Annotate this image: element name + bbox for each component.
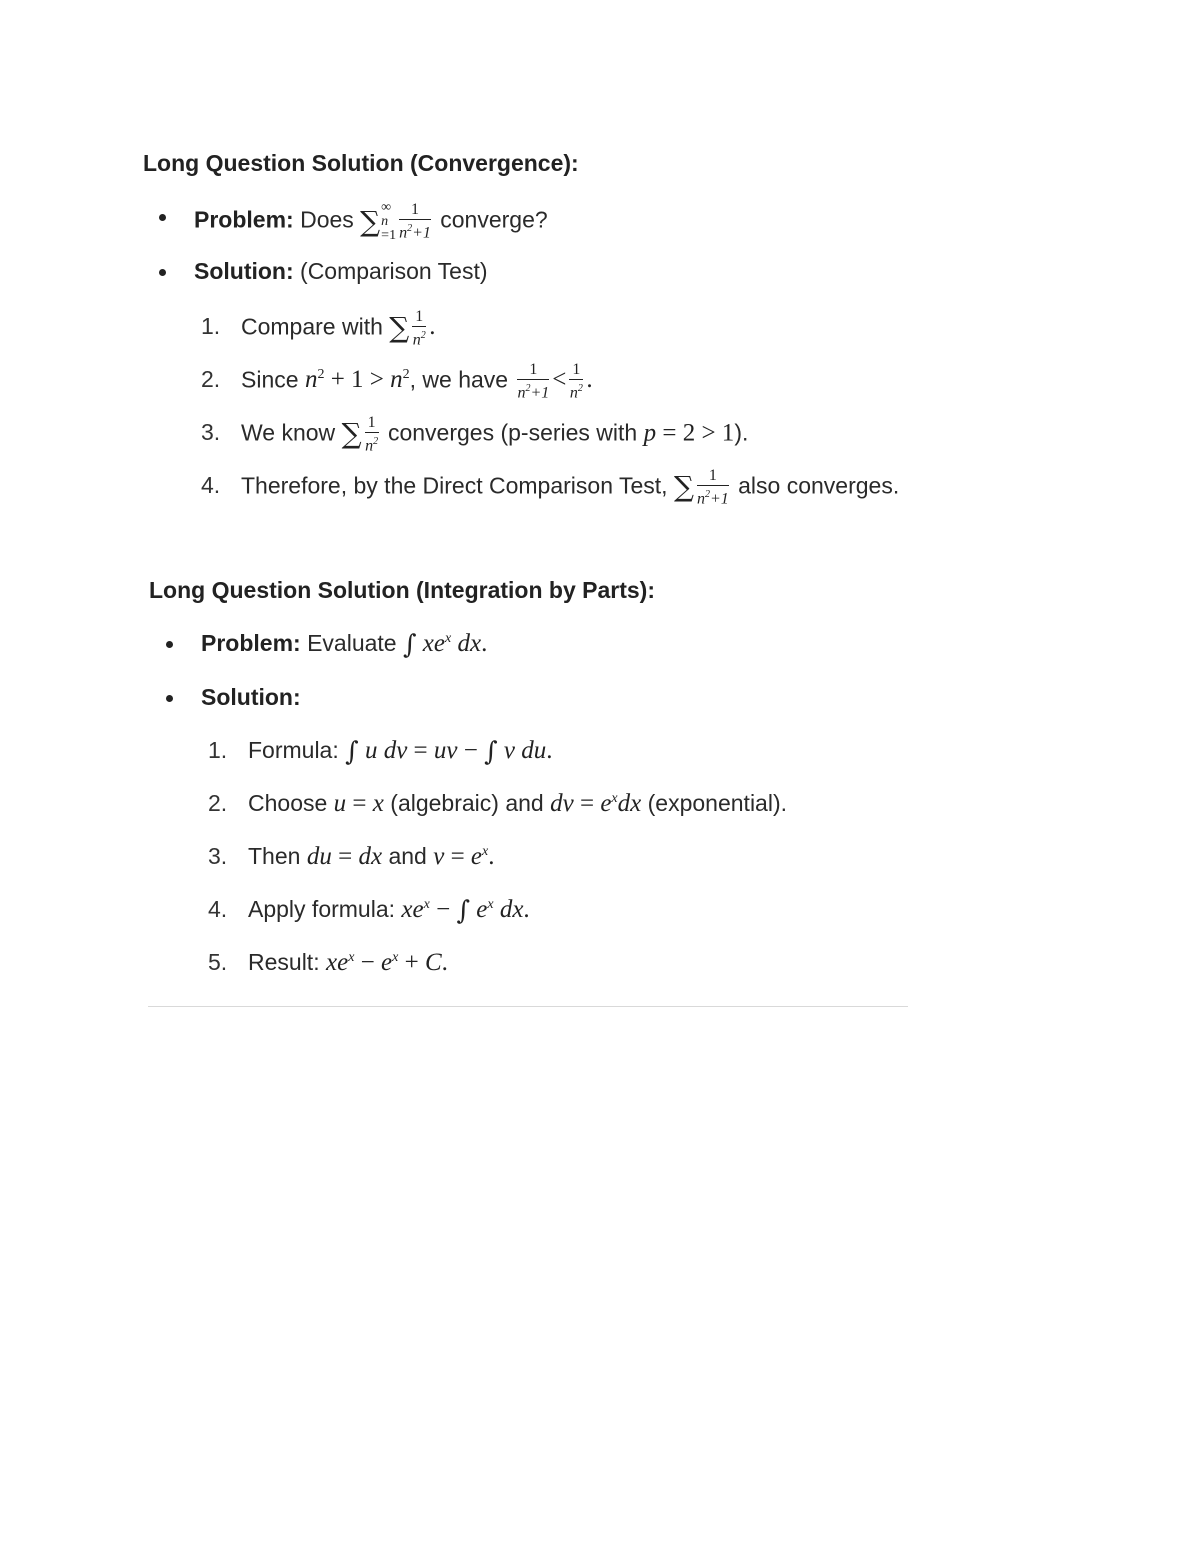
step-text: Therefore, by the Direct Comparison Test, (241, 472, 668, 499)
bullet-icon (159, 269, 166, 276)
section-divider (148, 1006, 908, 1007)
integral-expression: ∫ $xe^x$ dx. (402, 630, 488, 660)
step-text: and (388, 843, 427, 869)
step-text: Since (241, 366, 299, 393)
series-expression: ∑ ∞ n =1 $\frac{1}{n^2+1}$ (360, 200, 431, 243)
step-text: converges (p-series with (387, 419, 638, 446)
step-text: Choose (248, 790, 328, 816)
integration-step-5 (208, 947, 448, 978)
step-text: Apply formula: (248, 896, 396, 922)
problem-suffix: converge? (440, 206, 548, 233)
step-text: Compare with (241, 313, 383, 340)
solution-label: Solution: (194, 258, 294, 284)
convergence-step-1 (201, 309, 436, 348)
step-math: $xe^x - e^x + C$. (325, 949, 448, 976)
integration-heading: Long Question Solution (Integration by Parts): (149, 577, 655, 603)
convergence-step-2 (201, 362, 593, 401)
step-text: also converges. (738, 472, 900, 499)
problem-prefix: Evaluate (307, 630, 397, 656)
problem-label: Problem: (201, 630, 301, 656)
step-math: ∑ $\frac{1}{n^2}$ (341, 414, 379, 455)
step-math: $xe^x$ − ∫ $e^x$ dx. (401, 896, 530, 926)
problem-prefix: Does (300, 206, 354, 233)
solution-label: Solution: (201, 684, 301, 710)
solution-note: (Comparison Test) (300, 258, 488, 284)
step-math: ∫ u dv = uv − ∫ v du. (345, 737, 553, 767)
step-text: Formula: (248, 737, 339, 763)
step-number: 1. (201, 313, 221, 340)
step-math: ∑ $\frac{1}{n^2+1}$ (673, 467, 729, 508)
integration-step-2 (208, 788, 787, 819)
bullet-icon (159, 214, 166, 221)
bullet-icon (166, 695, 173, 702)
step-math: u = x (333, 790, 384, 817)
step-math: $n^2 + 1 > n^2$ (304, 366, 410, 394)
integration-solution (201, 682, 301, 712)
problem-label: Problem: (194, 206, 294, 233)
step-text: ). (734, 419, 749, 446)
convergence-heading: Long Question Solution (Convergence): (143, 150, 579, 176)
step-math: p = 2 > 1 (643, 419, 735, 447)
step-number: 1. (208, 737, 228, 763)
step-number: 4. (208, 896, 228, 922)
step-text: (algebraic) and (390, 790, 544, 816)
step-math: du = dx (306, 843, 383, 870)
step-text: , we have (409, 366, 509, 393)
integration-problem (201, 628, 487, 660)
convergence-solution (194, 256, 488, 286)
integration-step-4 (208, 894, 530, 926)
step-text: We know (241, 419, 336, 446)
convergence-step-4 (201, 468, 899, 507)
step-math: $\frac{1}{n^2+1}$ < $\frac{1}{n^2}$ . (517, 361, 593, 402)
step-number: 3. (208, 843, 228, 869)
step-number: 4. (201, 472, 221, 499)
convergence-step-3 (201, 415, 748, 454)
step-math: dv = $e^xdx$ (550, 790, 642, 817)
step-number: 2. (201, 366, 221, 393)
step-number: 2. (208, 790, 228, 816)
step-text: Then (248, 843, 301, 869)
convergence-problem (194, 201, 548, 243)
bullet-icon (166, 641, 173, 648)
step-number: 5. (208, 949, 228, 975)
step-text: Result: (248, 949, 320, 975)
step-number: 3. (201, 419, 221, 446)
step-math: ∑ $\frac{1}{n^2}$ . (389, 308, 436, 349)
step-text: (exponential). (647, 790, 787, 816)
integration-step-1 (208, 735, 553, 767)
step-math: $v = e^x$. (433, 843, 495, 870)
integration-step-3 (208, 841, 495, 872)
